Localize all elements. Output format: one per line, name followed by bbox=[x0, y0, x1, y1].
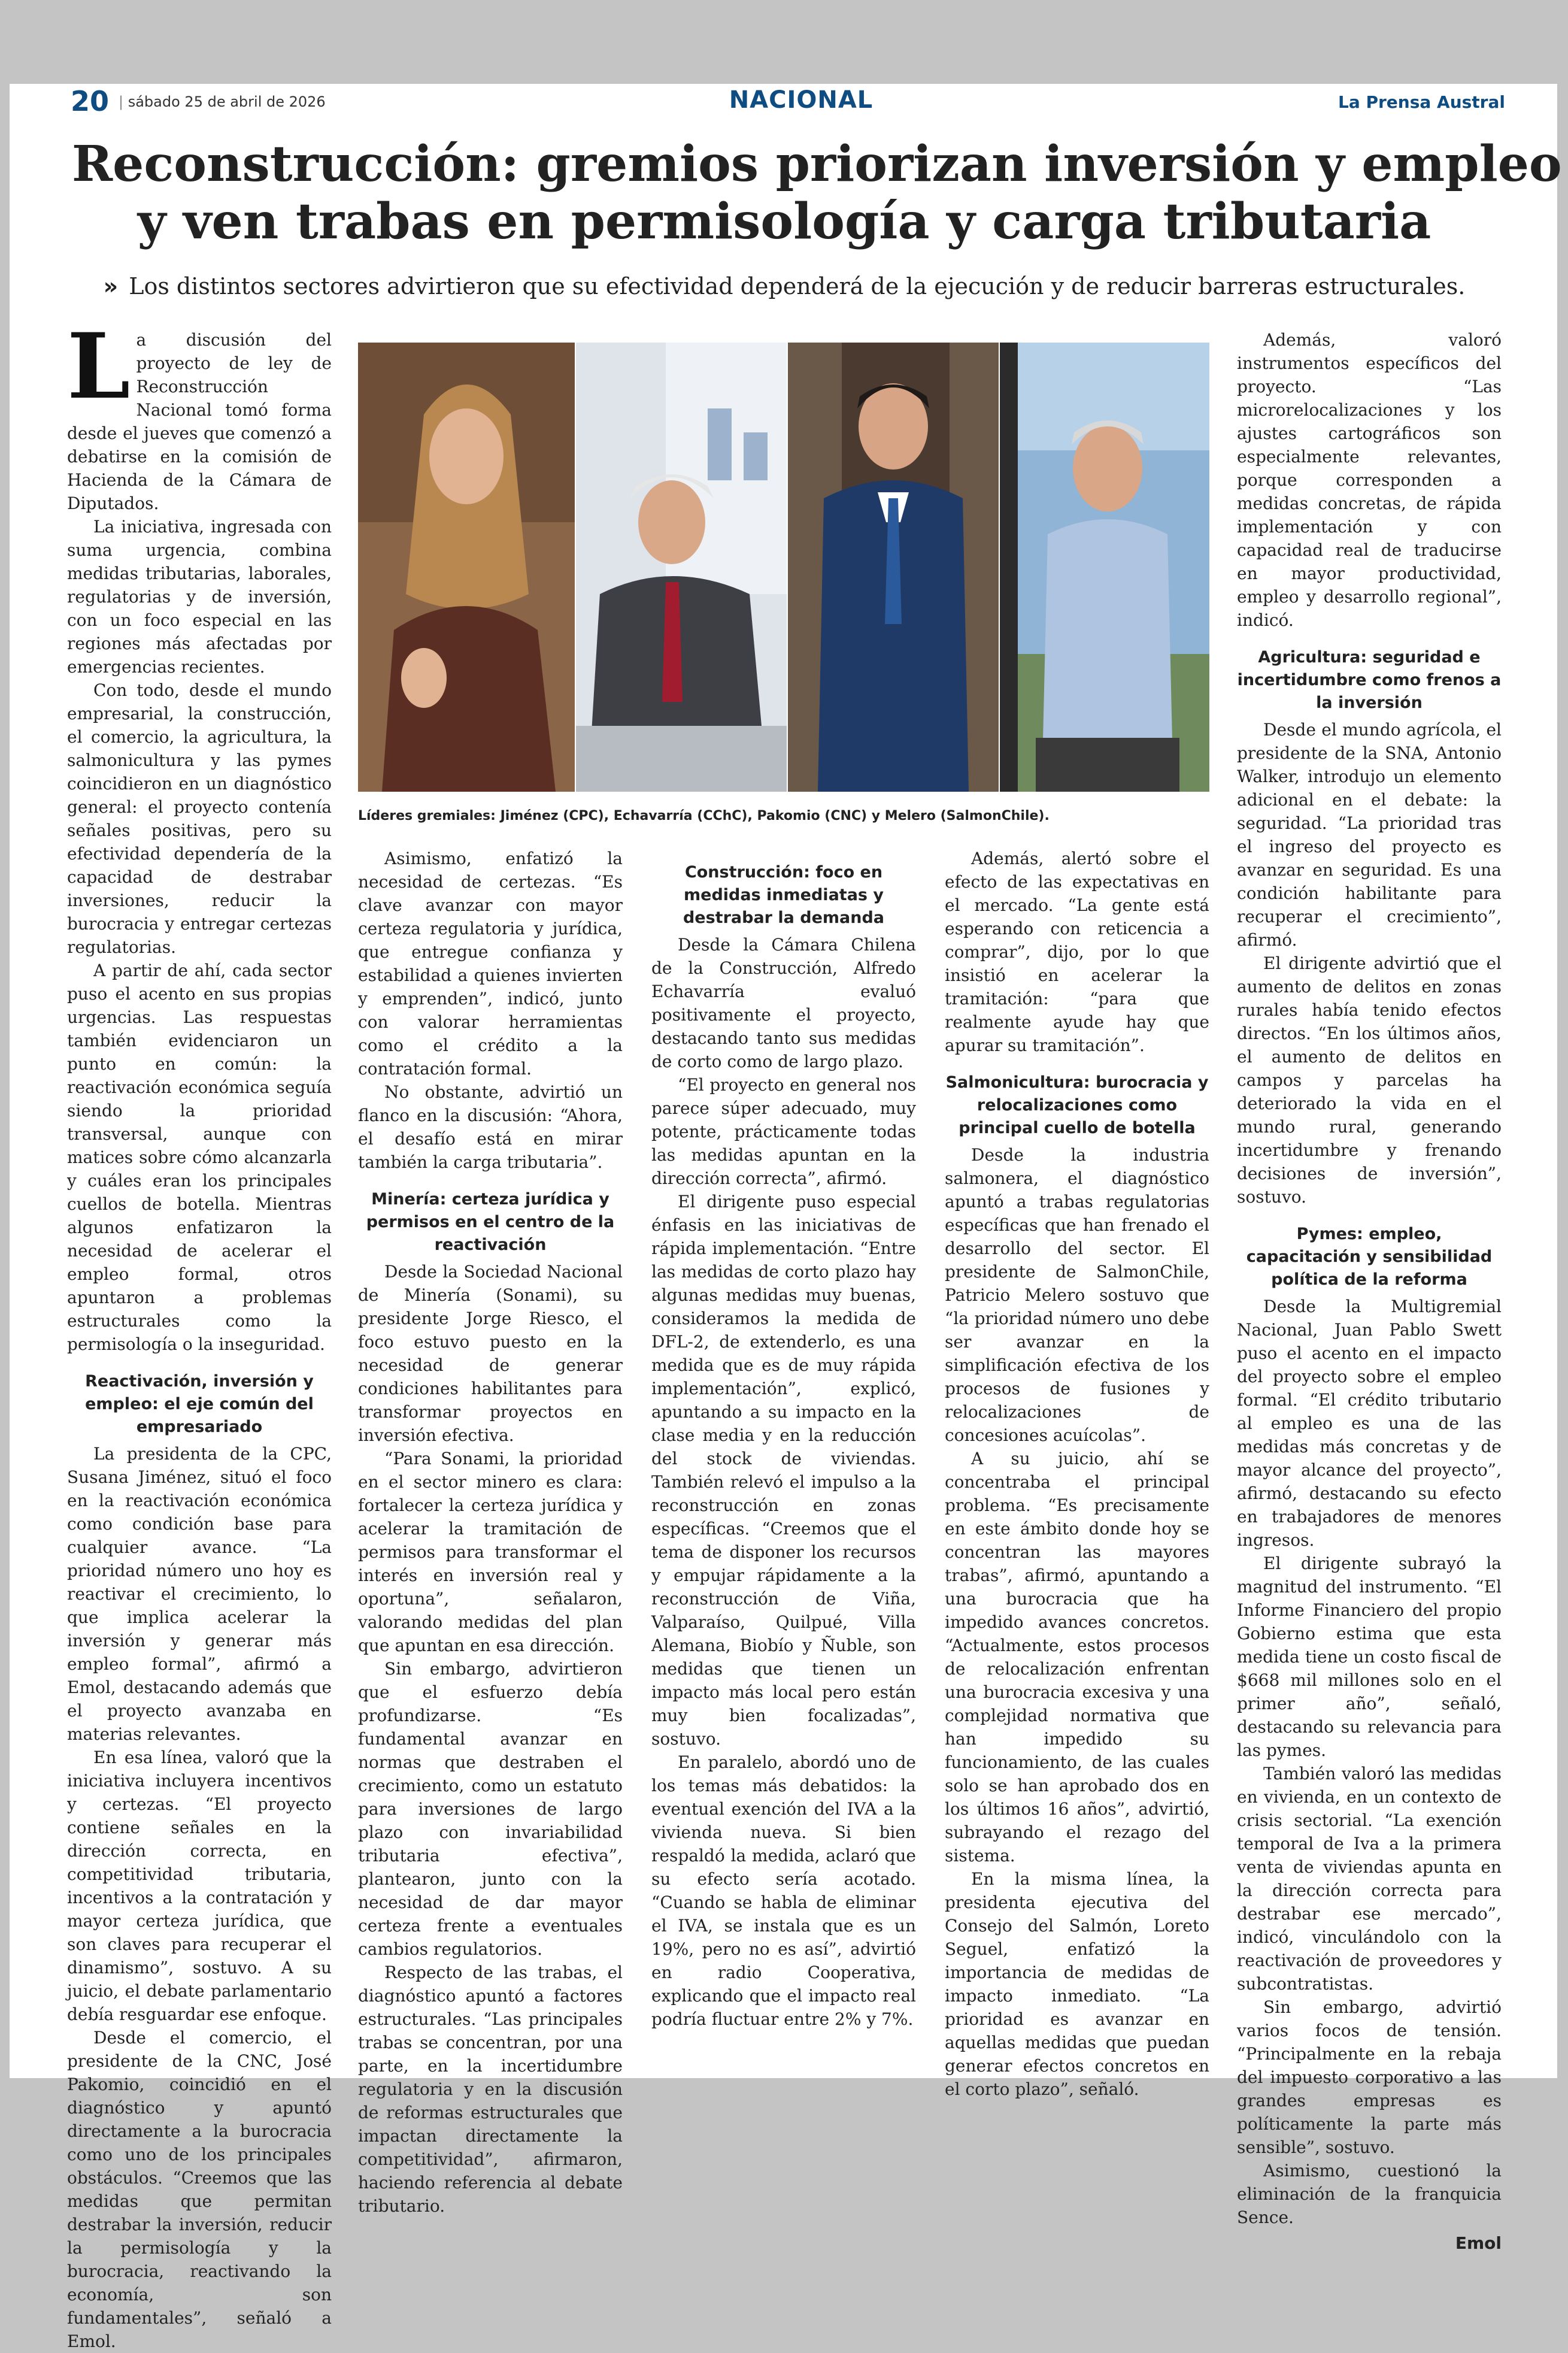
paragraph: Asimismo, enfatizó la necesidad de certezas. “Es clave avanzar con mayor certeza regulatoria y jurídica, que entregue confianza y estabilidad a quienes invierten y emprenden”, indicó, junto con valorar herramientas como el crédito a la contratación formal. bbox=[358, 849, 623, 1079]
photo-strip bbox=[358, 343, 1209, 792]
paragraph: Desde la Sociedad Nacional de Minería (Sonami), su presidente Jorge Riesco, el foco estuvo puesto en la necesidad de generar condiciones habilitantes para transformar proyectos en inversión efectiva. bbox=[358, 1262, 623, 1445]
photo-pakomio bbox=[788, 343, 999, 792]
paragraph: Desde el mundo agrícola, el presidente de la SNA, Antonio Walker, introdujo un elemento adicional en el debate: la seguridad. “La prioridad tras el ingreso del proyecto es avanzar en seguridad. Es una condición habilitante para recuperar el crecimiento”, afirmó. bbox=[1237, 720, 1502, 950]
paragraph: Además, alertó sobre el efecto de las expectativas en el mercado. “La gente está esperando con reticencia a comprar”, dijo, por lo que insistió en acelerar la tramitación: “para que realmente ayude hay que apurar su tramitación”. bbox=[945, 849, 1209, 1055]
drop-cap: L bbox=[67, 314, 131, 419]
page-number: 20 bbox=[71, 85, 110, 117]
article-column-4 bbox=[945, 847, 1209, 2099]
paragraph: Desde la Cámara Chilena de la Construcción, Alfredo Echavarría evaluó positivamente el proyecto, destacando tanto sus medidas de corto como de largo plazo. bbox=[651, 935, 916, 1071]
deck bbox=[72, 273, 1497, 299]
paragraph: Respecto de las trabas, el diagnóstico apuntó a factores estructurales. “Las principales trabas se concentran, por una parte, en la incertidumbre regulatoria y en la discusión de reformas estructurales que impactan directamente la competitividad”, afirmaron, haciendo referencia al debate tributario. bbox=[358, 1963, 623, 2216]
paragraph: Desde la industria salmonera, el diagnóstico apuntó a trabas regulatorias específicas que han frenado el desarrollo del sector. El presidente de SalmonChile, Patricio Melero sostuvo que “la prioridad número uno debe ser avanzar en la simplificación efectiva de los procesos de fusiones y relocalizaciones de concesiones acuícolas”. bbox=[945, 1145, 1209, 1445]
paragraph: También valoró las medidas en vivienda, en un contexto de crisis sectorial. “La exención temporal de Iva a la primera venta de viviendas apunta en la dirección correcta para destrabar ese mercado”, indicó, vinculándolo con la reactivación de proveedores y subcontratistas. bbox=[1237, 1764, 1502, 1994]
subheading-mineria: Minería: certeza jurídica y permisos en el centro de la reactivación bbox=[366, 1190, 615, 1254]
paragraph: Con todo, desde el mundo empresarial, la construcción, el comercio, la agricultura, la salmonicultura y las pymes coincidieron en un diagnóstico general: el proyecto contenía señales positivas, pero su efectividad dependería de la capacidad de destrabar inversiones, reducir la burocracia y entregar certezas regulatorias. bbox=[67, 680, 332, 957]
subheading-reactivacion: Reactivación, inversión y empleo: el eje común del empresariado bbox=[85, 1372, 314, 1436]
paragraph: El dirigente puso especial énfasis en las iniciativas de rápida implementación. “Entre las medidas de corto plazo hay algunas medidas muy buenas, consideramos la medida de DFL-2, de extenderlo, es una medida que es de muy rápida implementación”, explicó, apuntando a su impacto en la clase media y en la reducción del stock de viviendas. También relevó el impulso a la reconstrucción en zonas específicas. “Creemos que el tema de disponer los recursos y empujar rápidamente a la reconstrucción de Viña, Valparaíso, Quilpué, Villa Alemana, Biobío y Ñuble, son medidas que tienen un impacto más local pero están muy bien focalizadas”, sostuvo. bbox=[651, 1192, 916, 1749]
paragraph: La iniciativa, ingresada con suma urgencia, combina medidas tributarias, laborales, regulatorias y de inversión, con un foco especial en las regiones más afectadas por emergencias recientes. bbox=[67, 517, 332, 677]
subheading-salmonicultura: Salmonicultura: burocracia y relocalizaciones como principal cuello de botella bbox=[945, 1073, 1209, 1137]
subheading-pymes: Pymes: empleo, capacitación y sensibilidad política de la reforma bbox=[1246, 1225, 1493, 1289]
paragraph: El dirigente subrayó la magnitud del instrumento. “El Informe Financiero del propio Gobierno estima que esta medida tiene un costo fiscal de $668 mil millones solo en el primer año”, señaló, destacando su relevancia para las pymes. bbox=[1237, 1553, 1502, 1760]
photo-echavarria bbox=[576, 343, 787, 792]
article-column-2 bbox=[358, 847, 623, 2216]
chevron-right-icon: » bbox=[103, 273, 119, 299]
paragraph: Además, valoró instrumentos específicos del proyecto. “Las microrelocalizaciones y los ajustes cartográficos son especialmente relevantes, porque corresponden a medidas concretas, de rápida implementación y con capacidad real de traducirse en mayor productividad, empleo y desarrollo regional”, indicó. bbox=[1237, 330, 1502, 630]
section-name: NACIONAL bbox=[729, 86, 874, 114]
paragraph: Sin embargo, advirtió varios focos de tensión. “Principalmente en la rebaja del impuesto corporativo a las grandes empresas es políticamente la parte más sensible”, sostuvo. bbox=[1237, 1997, 1502, 2157]
paragraph: A partir de ahí, cada sector puso el acento en sus propias urgencias. Las respuestas también evidenciaron un punto en común: la reactivación económica seguía siendo la prioridad transversal, aunque con matices sobre cómo alcanzarla y cuáles eran los principales cuellos de botella. Mientras algunos enfatizaron la necesidad de acelerar el empleo formal, otros apuntaron a problemas estructurales como la permisología o la inseguridad. bbox=[67, 961, 332, 1354]
article-signature: Emol bbox=[1455, 2233, 1502, 2253]
paragraph: La presidenta de la CPC, Susana Jiménez, situó el foco en la reactivación económica como condición base para cualquier avance. “La prioridad número uno hoy es reactivar el crecimiento, lo que implica acelerar la inversión y generar más empleo formal”, afirmó a Emol, destacando además que el proyecto avanzaba en materias relevantes. bbox=[67, 1444, 332, 1744]
paragraph: Asimismo, cuestionó la eliminación de la franquicia Sence. bbox=[1237, 2161, 1502, 2227]
paragraph: El dirigente advirtió que el aumento de delitos en zonas rurales había tenido efectos directos. “En los últimos años, el aumento de delitos en campos y parcelas ha deteriorado la vida en el mundo rural, generando incertidumbre y frenando decisiones de inversión”, sostuvo. bbox=[1237, 953, 1502, 1207]
paragraph: En la misma línea, la presidenta ejecutiva del Consejo del Salmón, Loreto Seguel, enfatizó la importancia de medidas de impacto inmediato. “La prioridad es avanzar en aquellas medidas que puedan generar efectos concretos en el corto plazo”, señaló. bbox=[945, 1869, 1209, 2099]
paragraph: Sin embargo, advirtieron que el esfuerzo debía profundizarse. “Es fundamental avanzar en normas que destraben el crecimiento, como un estatuto para inversiones de largo plazo con invariabilidad tributaria efectiva”, plantearon, junto con la necesidad de dar mayor certeza frente a eventuales cambios regulatorios. bbox=[358, 1659, 623, 1959]
photo-caption: Líderes gremiales: Jiménez (CPC), Echavarría (CChC), Pakomio (CNC) y Melero (SalmonChile). bbox=[358, 808, 1050, 823]
headline bbox=[72, 135, 1562, 250]
article-column-1 bbox=[67, 314, 332, 2351]
headline-line-1: Reconstrucción: gremios priorizan inversión y empleo bbox=[72, 135, 1562, 193]
page-header bbox=[71, 85, 1505, 120]
intro-paragraph: La discusión del proyecto de ley de Reconstrucción Nacional tomó forma desde el jueves que comenzó a debatirse en la comisión de Hacienda de la Cámara de Diputados. bbox=[67, 314, 332, 513]
paragraph: A su juicio, ahí se concentraba el principal problema. “Es precisamente en este ámbito donde hoy se concentran las mayores trabas”, afirmó, apuntando a una burocracia que ha impedido avances concretos. “Actualmente, estos procesos de relocalización enfrentan una burocracia excesiva y una complejidad normativa que han impedido su funcionamiento, de las cuales solo se han aprobado dos en los últimos 16 años”, advirtió, subrayando el rezago del sistema. bbox=[945, 1449, 1209, 1866]
headline-line-2: y ven trabas en permisología y carga tributaria bbox=[137, 193, 1431, 250]
subheading-construccion: Construcción: foco en medidas inmediatas y destrabar la demanda bbox=[683, 863, 885, 927]
deck-text: Los distintos sectores advirtieron que su efectividad dependerá de la ejecución y de reducir barreras estructurales. bbox=[129, 273, 1466, 299]
publication-date: | sábado 25 de abril de 2026 bbox=[119, 93, 326, 110]
subheading-agricultura: Agricultura: seguridad e incertidumbre como frenos a la inversión bbox=[1237, 648, 1502, 712]
paragraph: “Para Sonami, la prioridad en el sector minero es clara: fortalecer la certeza jurídica y acelerar la tramitación de permisos para transformar el interés en inversión real y oportuna”, señalaron, valorando medidas del plan que apuntan en esa dirección. bbox=[358, 1449, 623, 1655]
newspaper-name: La Prensa Austral bbox=[1337, 92, 1505, 112]
photo-melero bbox=[1000, 343, 1209, 792]
article-column-5 bbox=[1237, 328, 1502, 2253]
article-column-3 bbox=[651, 847, 916, 2029]
paragraph: En paralelo, abordó uno de los temas más debatidos: la eventual exención del IVA a la vivienda nueva. Si bien respaldó la medida, aclaró que su efecto sería acotado. “Cuando se habla de eliminar el IVA, se instala que es un 19%, pero no es así”, advirtió en radio Cooperativa, explicando que el impacto real podría fluctuar entre 2% y 7%. bbox=[651, 1752, 916, 2029]
paragraph: “El proyecto en general nos parece súper adecuado, muy potente, prácticamente todas las medidas apuntan en la dirección correcta”, afirmó. bbox=[651, 1075, 916, 1188]
paragraph: En esa línea, valoró que la iniciativa incluyera incentivos y certezas. “El proyecto contiene señales en la dirección correcta, en competitividad tributaria, incentivos a la contratación y mayor certeza jurídica, que son claves para recuperar el dinamismo”, sostuvo. A su juicio, el debate parlamentario debía resguardar ese enfoque. bbox=[67, 1748, 332, 2024]
paragraph: Desde la Multigremial Nacional, Juan Pablo Swett puso el acento en el impacto del proyecto sobre el empleo formal. “El crédito tributario al empleo es una de las medidas más concretas y de mayor alcance del proyecto”, afirmó, destacando su efecto en trabajadores de menores ingresos. bbox=[1237, 1297, 1502, 1550]
paragraph: Desde el comercio, el presidente de la CNC, José Pakomio, coincidió en el diagnóstico y apuntó directamente a la burocracia como uno de los principales obstáculos. “Creemos que las medidas que permitan destrabar la inversión, reducir la permisología y la burocracia, reactivando la economía, son fundamentales”, señaló a Emol. bbox=[67, 2028, 332, 2351]
paragraph: No obstante, advirtió un flanco en la discusión: “Ahora, el desafío está en mirar también la carga tributaria”. bbox=[358, 1082, 623, 1172]
photo-jimenez bbox=[358, 343, 575, 792]
